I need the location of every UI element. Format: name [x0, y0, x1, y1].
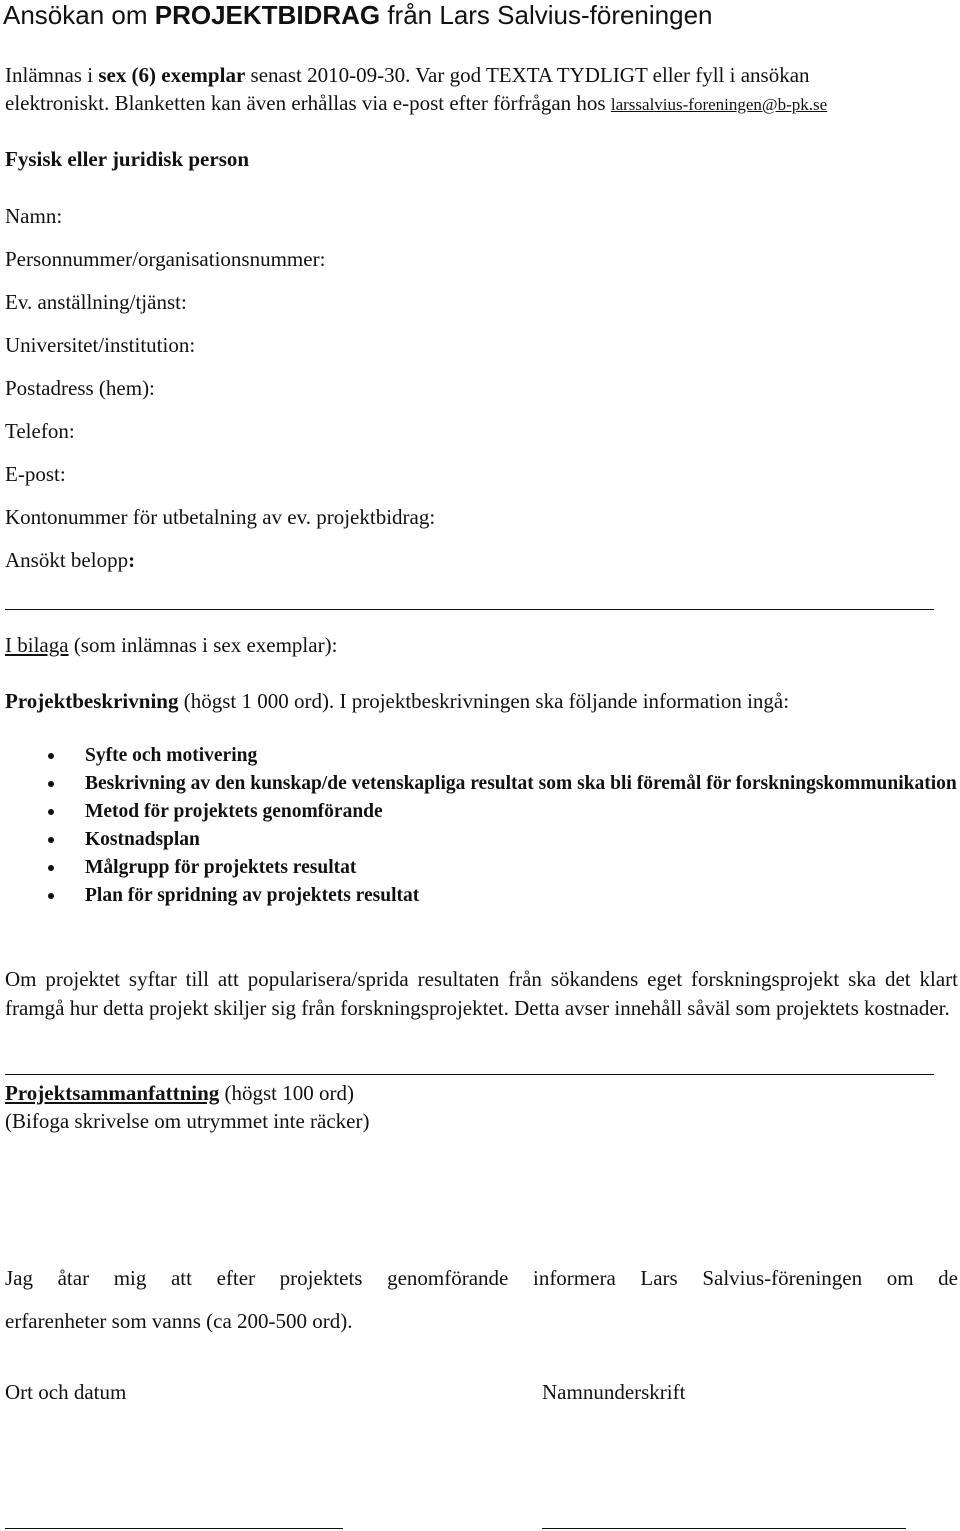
list-item: Målgrupp för projektets resultat — [36, 855, 958, 881]
bullet-icon — [48, 753, 54, 759]
divider-line — [5, 609, 934, 610]
place-date-label: Ort och datum — [5, 1380, 127, 1404]
attachment-heading: I bilaga (som inlämnas i sex exemplar): — [5, 633, 338, 657]
intro-line-2: elektroniskt. Blanketten kan även erhållas via e-post efter förfrågan hos larssalvius-foreningen@b-pk.se — [5, 91, 828, 115]
name-signature-label: Namnunderskrift — [542, 1380, 686, 1404]
intro-line-1: Inlämnas i sex (6) exemplar senast 2010-09-30. Var god TEXTA TYDLIGT eller fyll i ansökan — [5, 63, 810, 87]
commitment-line-2: erfarenheter som vanns (ca 200-500 ord). — [5, 1309, 353, 1333]
requirements-list — [36, 743, 958, 911]
place-date-line[interactable] — [5, 1528, 343, 1529]
list-item: Metod för projektets genomförande — [36, 799, 958, 825]
commitment-line-1: Jag åtar mig att efter projektets genomförande informera Lars Salvius-föreningen om de — [5, 1266, 958, 1290]
section-heading-person: Fysisk eller juridisk person — [5, 147, 250, 171]
list-item: Syfte och motivering — [36, 743, 958, 769]
field-university[interactable]: Universitet/institution: — [5, 333, 196, 357]
list-item: Beskrivning av den kunskap/de vetenskapliga resultat som ska bli föremål för forskningskommunikation — [36, 771, 958, 797]
list-item: Kostnadsplan — [36, 827, 958, 853]
popularisation-paragraph: Om projektet syftar till att popularisera/sprida resultaten från sökandens eget forskningsprojekt ska det klart framgå hur detta projekt skiljer sig från forskningsprojektet. Detta avser innehåll såväl som projektets kostnader. — [5, 967, 958, 1020]
page-title: Ansökan om PROJEKTBIDRAG från Lars Salvius-föreningen — [3, 0, 713, 30]
bullet-icon — [48, 781, 54, 787]
field-postal-address[interactable]: Postadress (hem): — [5, 376, 155, 400]
field-employment[interactable]: Ev. anställning/tjänst: — [5, 290, 187, 314]
project-summary-heading: Projektsammanfattning (högst 100 ord) — [5, 1081, 355, 1105]
field-requested-amount[interactable]: Ansökt belopp: — [5, 548, 136, 572]
field-account-number[interactable]: Kontonummer för utbetalning av ev. projektbidrag: — [5, 505, 436, 529]
bullet-icon — [48, 893, 54, 899]
bullet-icon — [48, 865, 54, 871]
bullet-icon — [48, 809, 54, 815]
field-name[interactable]: Namn: — [5, 204, 63, 228]
project-description-heading: Projektbeskrivning (högst 1 000 ord). I projektbeskrivningen ska följande information ingå: — [5, 689, 790, 713]
field-personal-number[interactable]: Personnummer/organisationsnummer: — [5, 247, 326, 271]
contact-email-link[interactable]: larssalvius-foreningen@b-pk.se — [610, 95, 828, 114]
field-email[interactable]: E-post: — [5, 462, 66, 486]
divider-line — [5, 1074, 934, 1075]
bullet-icon — [48, 837, 54, 843]
signature-line[interactable] — [542, 1528, 906, 1529]
project-summary-note: (Bifoga skrivelse om utrymmet inte räcker) — [5, 1109, 370, 1133]
list-item: Plan för spridning av projektets resultat — [36, 883, 958, 909]
field-phone[interactable]: Telefon: — [5, 419, 75, 443]
